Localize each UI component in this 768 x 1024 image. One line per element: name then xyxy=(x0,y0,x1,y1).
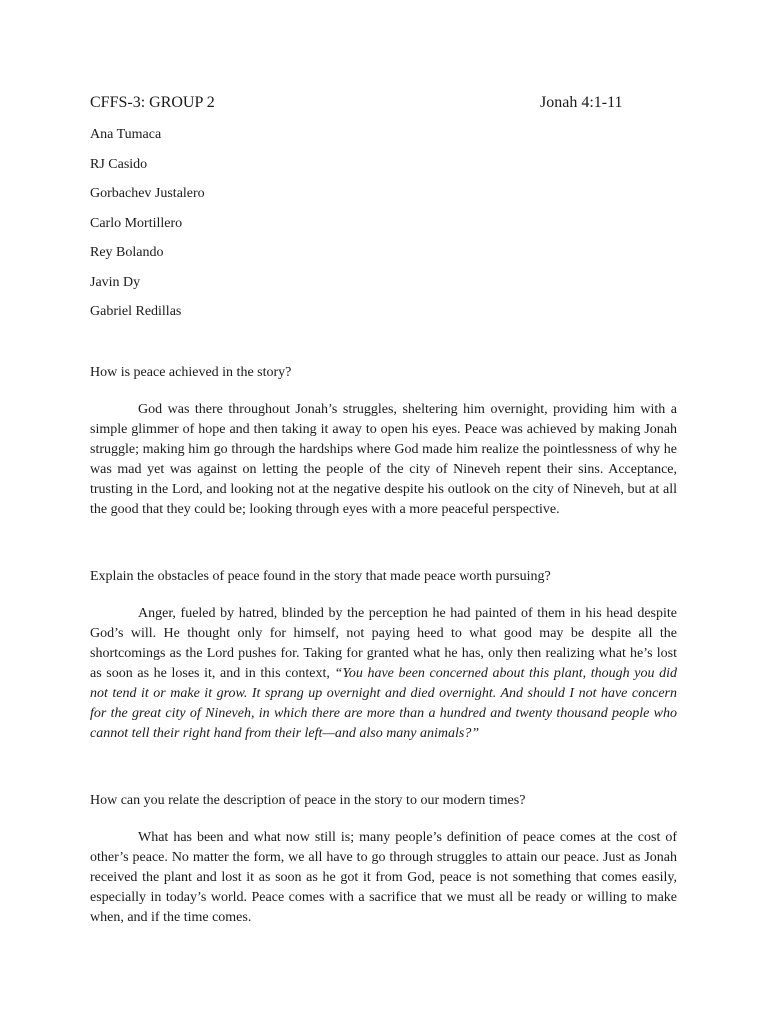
section-modern-times xyxy=(90,792,677,928)
member-name: Rey Bolando xyxy=(90,245,164,260)
section-peace-achieved xyxy=(90,364,677,520)
answer: God was there throughout Jonah’s struggles, sheltering him overnight, providing him with a simple glimmer of hope and then taking it away to open his eyes. Peace was achieved by making Jonah struggle; making him go through the hardships where God made him realize the pointlessness of why he was mad yet was against on letting the people of the city of Nineveh repent their sins. Acceptance, trusting in the Lord, and looking not at the negative despite his outlook on the city of Nineveh, but at all the good that they could be; looking through eyes with a more peaceful perspective. xyxy=(90,402,677,517)
member-name: RJ Casido xyxy=(90,156,148,172)
scripture-reference: Jonah 4:1-11 xyxy=(540,94,623,111)
document-header xyxy=(90,94,650,116)
answer xyxy=(90,604,677,744)
answer: What has been and what now still is; many people’s definition of peace comes at the cost of other’s peace. No matter the form, we all have to go through struggles to attain our peace. Just as Jonah received the plant and lost it as soon as he got it from God, peace is not something that comes easily, especially in today’s world. Peace comes with a sacrifice that we must all be ready or willing to make when, and if the time comes. xyxy=(90,830,677,925)
question: How is peace achieved in the story? xyxy=(90,365,292,380)
scripture-quote: “You have been concerned about this plant, though you did not tend it or make it grow. It sprang up overnight and died overnight. And should I not have concern for the great city of Nineveh, in which there are more than a hundred and twenty thousand people who cannot tell their right hand from their left—and also many animals?” xyxy=(90,666,677,741)
member-name: Gorbachev Justalero xyxy=(90,186,205,201)
member-list xyxy=(90,126,490,333)
member-name: Gabriel Redillas xyxy=(90,304,182,319)
section-obstacles-of-peace xyxy=(90,568,677,744)
question: Explain the obstacles of peace found in the story that made peace worth pursuing? xyxy=(90,569,551,584)
answer-text: Anger, fueled by hatred, blinded by the perception he had painted of them in his head despite God’s will. He thought only for himself, not paying heed to what good may be despite all the shortcomings as the Lord pushes for. Taking for granted what he has, only then realizing what he’s lost as soon as he loses it, and in this context, xyxy=(90,606,677,681)
group-title: CFFS-3: GROUP 2 xyxy=(90,94,215,111)
member-name: Ana Tumaca xyxy=(90,127,162,142)
member-name: Javin Dy xyxy=(90,274,141,290)
question: How can you relate the description of peace in the story to our modern times? xyxy=(90,793,526,808)
member-name: Carlo Mortillero xyxy=(90,215,183,231)
